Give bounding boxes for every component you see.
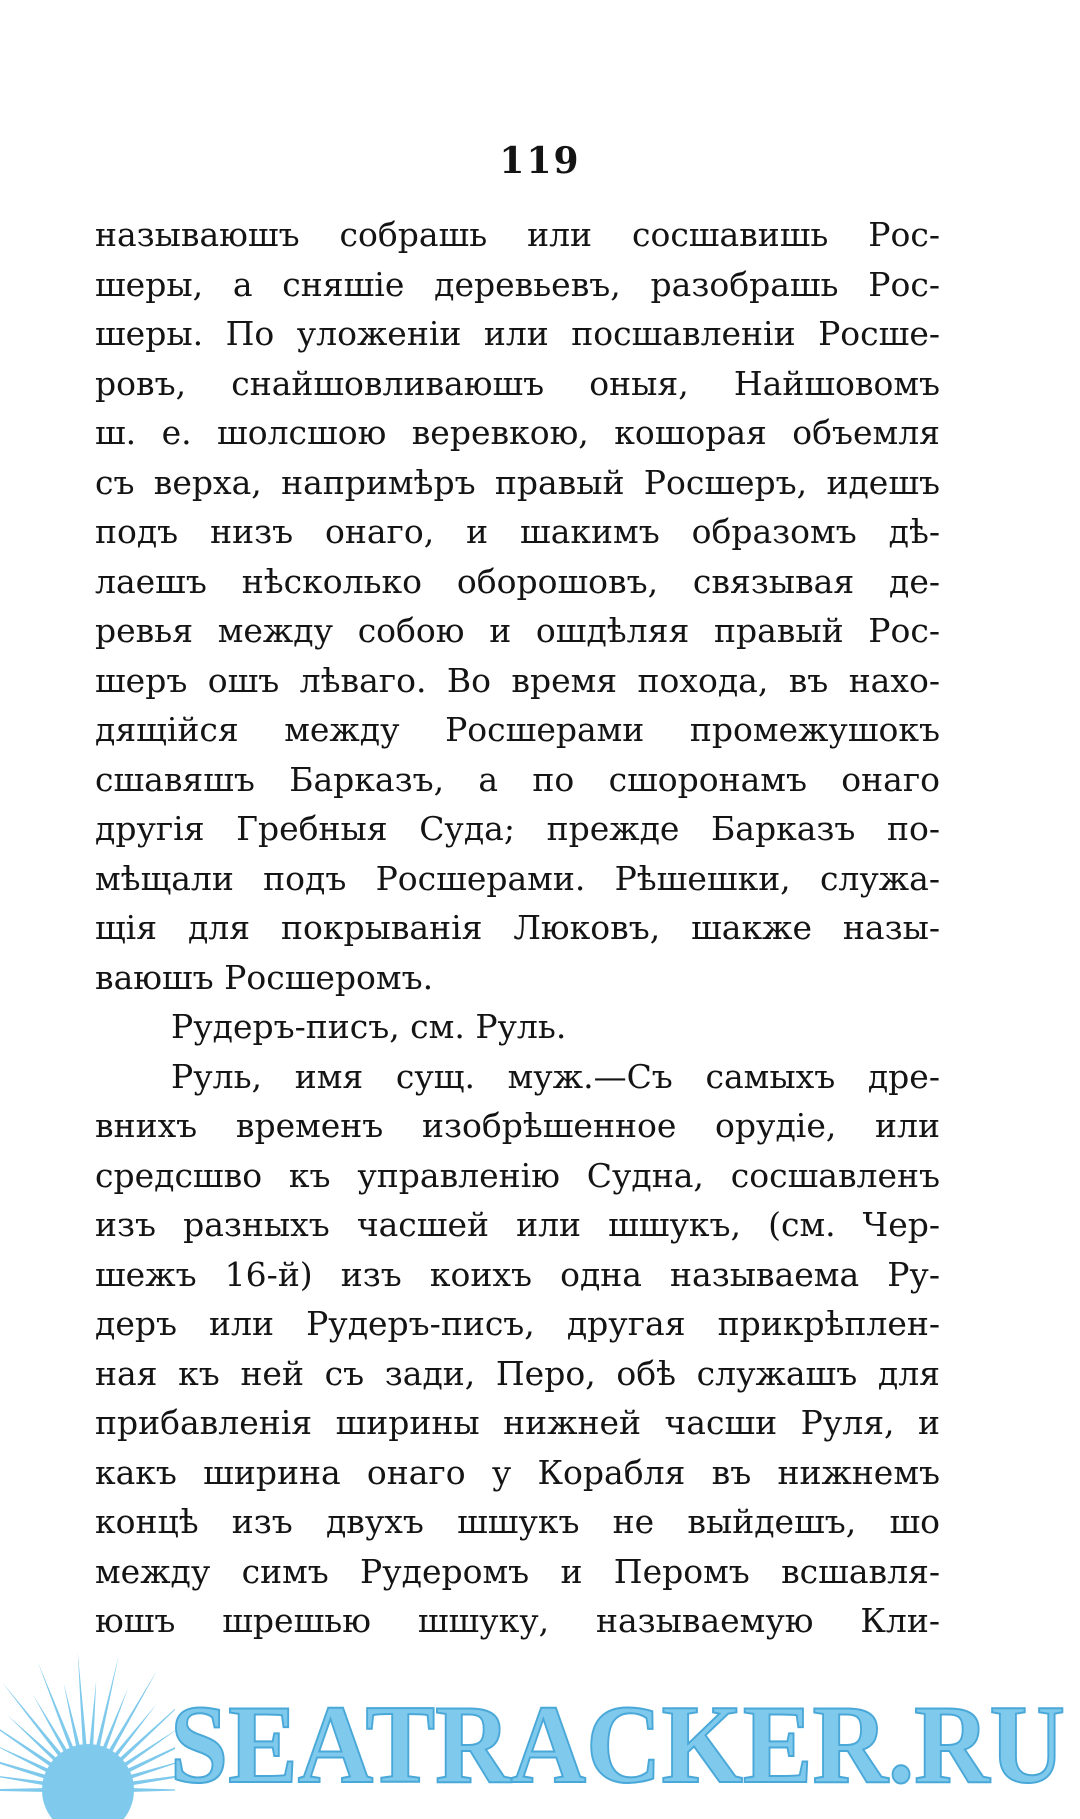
text-line: другія Гребныя Суда; прежде Барказъ по-: [95, 809, 940, 848]
text-line: ровъ, снайшовливаюшъ оныя, Найшовомъ: [95, 363, 940, 403]
entry-heading-ruder-pis: Рудеръ-писъ, см. Руль.: [171, 1007, 567, 1046]
text-line: изъ разныхъ часшей или шшукъ, (см. Чер-: [95, 1205, 940, 1244]
text-line: лаешъ нѣсколько оборошовъ, связывая де-: [95, 561, 940, 601]
text-line: называюшъ собрашь или сосшавишь Рос-: [95, 215, 940, 254]
text-line: шеры, а сняшіе деревьевъ, разобрашь Рос-: [95, 264, 940, 304]
text-line: деръ или Рудеръ-писъ, другая прикрѣплен-: [95, 1304, 940, 1343]
text-line: юшъ шрешью шшуку, называемую Кли-: [95, 1601, 940, 1640]
text-line: средсшво къ управленію Судна, сосшавленъ: [95, 1155, 940, 1195]
text-line: ваюшъ Росшеромъ.: [95, 957, 434, 997]
text-line: прибавленія ширины нижней часши Руля, и: [95, 1403, 940, 1442]
text-line: сшавяшъ Барказъ, а по сшоронамъ онаго: [95, 759, 940, 799]
watermark-label: SEATRACKER.RU: [170, 1690, 1065, 1795]
text-line: щія для покрыванія Люковъ, шакже назы-: [95, 908, 940, 947]
text-line: подъ низъ онаго, и шакимъ образомъ дѣ-: [95, 512, 940, 551]
text-line: шеры. По уложеніи или посшавленіи Росше-: [95, 314, 940, 353]
text-line: ревья между собою и ошдѣляя правый Рос-: [95, 611, 940, 650]
text-line: шеръ ошъ лѣваго. Во время похода, въ нахо-: [95, 660, 940, 700]
text-line: ш. е. шолсшою веревкою, кошорая объемля: [95, 413, 940, 452]
page-number: 119: [499, 140, 581, 182]
text-line: дящійся между Росшерами промежушокъ: [95, 710, 940, 749]
sun-icon: [0, 1650, 175, 1819]
text-line: между симъ Рудеромъ и Перомъ всшавля-: [95, 1551, 940, 1591]
body-text: [95, 210, 940, 1646]
text-line: внихъ временъ изобрѣшенное орудіе, или: [95, 1106, 940, 1145]
text-line: мѣщали подъ Росшерами. Рѣшешки, служа-: [95, 858, 940, 898]
entry-heading-rul: Руль, имя сущ. муж.—Съ самыхъ дре-: [171, 1056, 940, 1096]
text-line: какъ ширина онаго у Корабля въ нижнемъ: [95, 1452, 940, 1492]
watermark: [0, 1650, 1080, 1819]
text-line: ная къ ней съ зади, Перо, обѣ служашъ для: [95, 1353, 940, 1393]
watermark-text: [170, 1690, 1070, 1795]
text-line: съ верха, напримѣръ правый Росшеръ, идешъ: [95, 462, 940, 502]
text-line: шежъ 16-й) изъ коихъ одна называема Ру-: [95, 1254, 940, 1294]
text-line: концѣ изъ двухъ шшукъ не выйдешъ, шо: [95, 1502, 940, 1541]
